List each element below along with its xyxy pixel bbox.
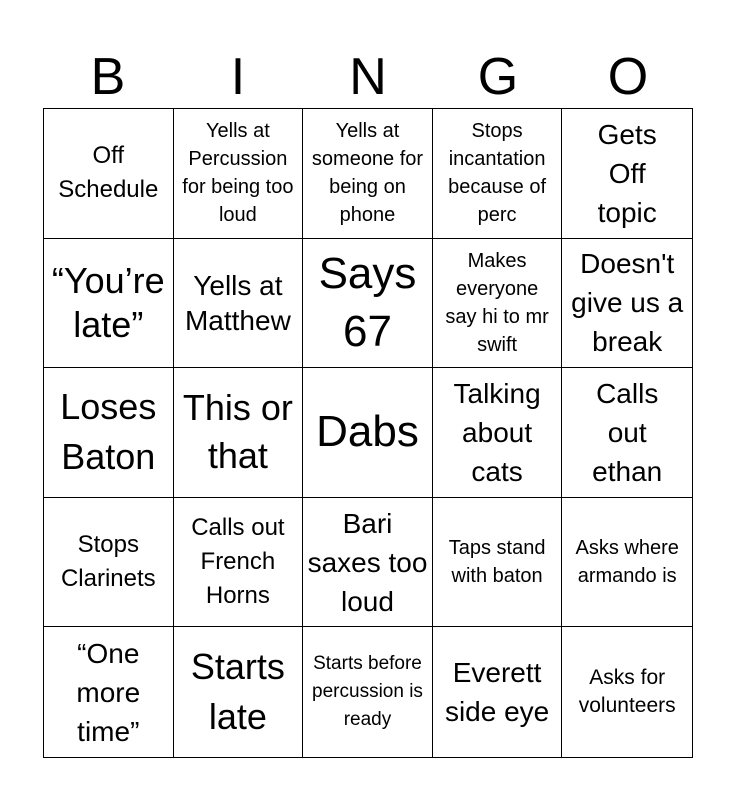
header-letter-n: N: [349, 48, 387, 106]
bingo-board: [43, 108, 693, 758]
bingo-cell[interactable]: Calls out French Horns: [174, 498, 304, 628]
bingo-cell[interactable]: Asks where armando is: [562, 498, 692, 628]
bingo-cell[interactable]: Stops incantation because of perc: [433, 109, 563, 239]
bingo-cell[interactable]: Makes everyone say hi to mr swift: [433, 239, 563, 369]
bingo-cell[interactable]: Starts late: [174, 627, 304, 757]
bingo-cell[interactable]: Loses Baton: [44, 368, 174, 498]
bingo-cell[interactable]: Calls out ethan: [562, 368, 692, 498]
bingo-cell[interactable]: Off Schedule: [44, 109, 174, 239]
bingo-cell[interactable]: Everett side eye: [433, 627, 563, 757]
bingo-cell[interactable]: Says 67: [303, 239, 433, 369]
bingo-cell[interactable]: Gets Off topic: [562, 109, 692, 239]
bingo-cell[interactable]: Dabs: [303, 368, 433, 498]
bingo-cell[interactable]: Talking about cats: [433, 368, 563, 498]
bingo-cell[interactable]: This or that: [174, 368, 304, 498]
bingo-cell[interactable]: Stops Clarinets: [44, 498, 174, 628]
header-letter-i: I: [230, 48, 246, 106]
bingo-cell[interactable]: Yells at someone for being on phone: [303, 109, 433, 239]
header-letter-b: B: [90, 48, 126, 106]
bingo-cell[interactable]: Bari saxes too loud: [303, 498, 433, 628]
bingo-cell[interactable]: “One more time”: [44, 627, 174, 757]
bingo-cell[interactable]: Yells at Percussion for being too loud: [174, 109, 304, 239]
bingo-cell[interactable]: Doesn't give us a break: [562, 239, 692, 369]
bingo-cell[interactable]: Asks for volunteers: [578, 666, 676, 718]
bingo-cell[interactable]: “You’re late”: [44, 239, 174, 369]
bingo-cell[interactable]: Taps stand with baton: [433, 498, 563, 628]
header-letter-o: O: [607, 48, 649, 106]
bingo-cell[interactable]: Yells at Matthew: [174, 239, 304, 369]
header-letter-g: G: [477, 48, 519, 106]
bingo-header: [43, 46, 693, 108]
bingo-cell[interactable]: Starts before percussion is ready: [303, 627, 433, 757]
